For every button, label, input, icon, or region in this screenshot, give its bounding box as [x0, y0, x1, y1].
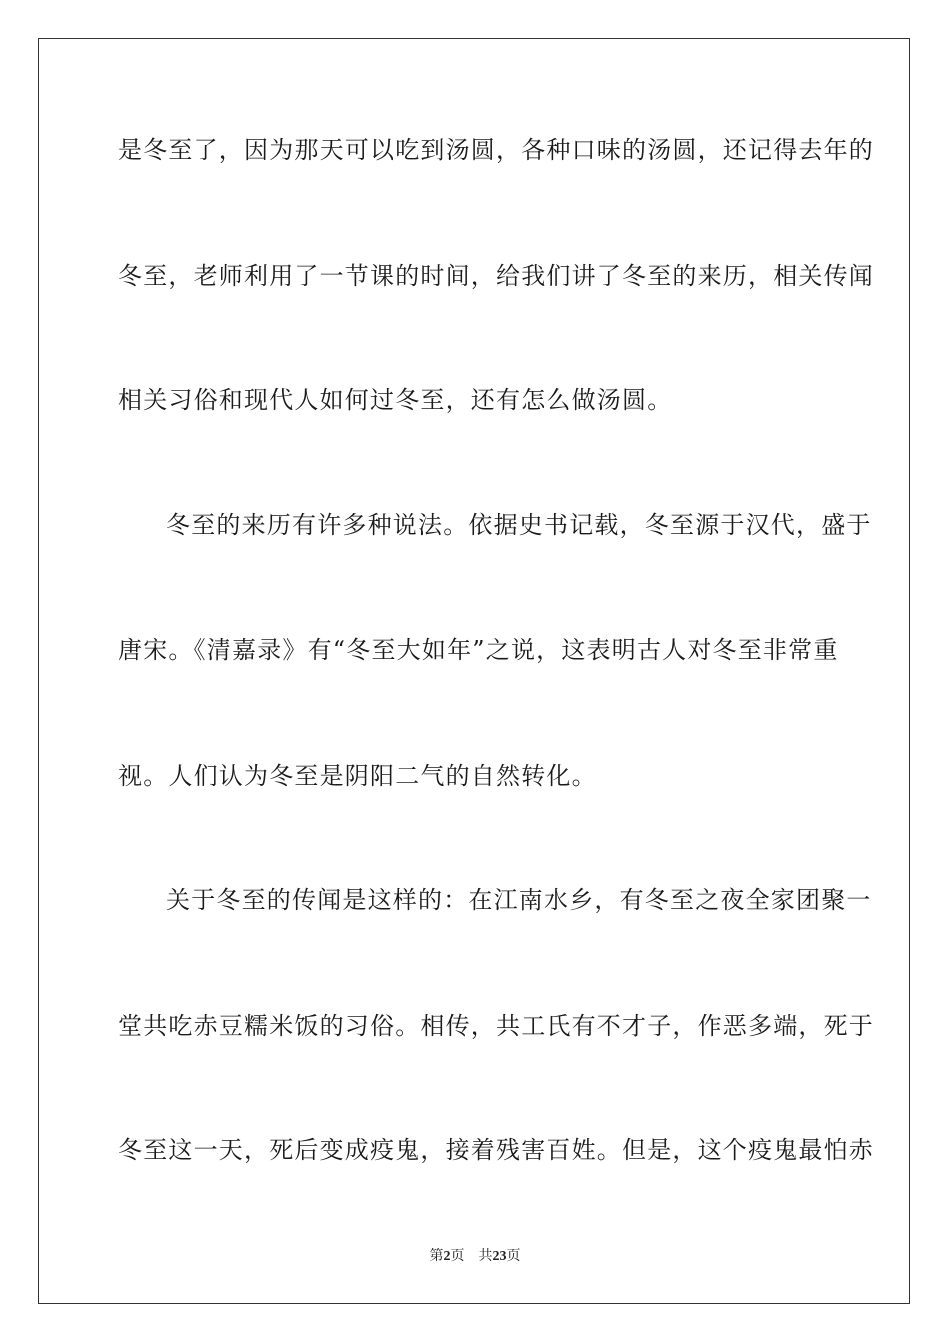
total-prefix: 共 [478, 1249, 493, 1264]
page-suffix: 页 [450, 1249, 465, 1264]
page-footer [0, 1248, 950, 1266]
page-frame [38, 38, 910, 1304]
text-line: 堂共吃赤豆糯米饭的习俗。相传，共工氏有不才子，作恶多端，死于 [118, 1012, 874, 1040]
page-prefix: 第 [429, 1249, 444, 1264]
total-pages: 23 [492, 1249, 507, 1264]
text-line: 视。人们认为冬至是阴阳二气的自然转化。 [118, 762, 597, 790]
text-line: 是冬至了，因为那天可以吃到汤圆，各种口味的汤圆，还记得去年的 [118, 136, 874, 164]
text-line: 相关习俗和现代人如何过冬至，还有怎么做汤圆。 [118, 386, 673, 414]
text-line: 冬至，老师利用了一节课的时间，给我们讲了冬至的来历，相关传闻 [118, 262, 874, 290]
text-line: 冬至的来历有许多种说法。依据史书记载，冬至源于汉代，盛于 [166, 511, 872, 539]
total-suffix: 页 [506, 1249, 521, 1264]
page-number: 2 [443, 1249, 451, 1264]
text-line: 冬至这一天，死后变成疫鬼，接着残害百姓。但是，这个疫鬼最怕赤 [118, 1136, 874, 1164]
text-line: 关于冬至的传闻是这样的：在江南水乡，有冬至之夜全家团聚一 [166, 886, 872, 914]
text-line: 唐宋。《清嘉录》有“冬至大如年”之说，这表明古人对冬至非常重 [118, 636, 839, 664]
